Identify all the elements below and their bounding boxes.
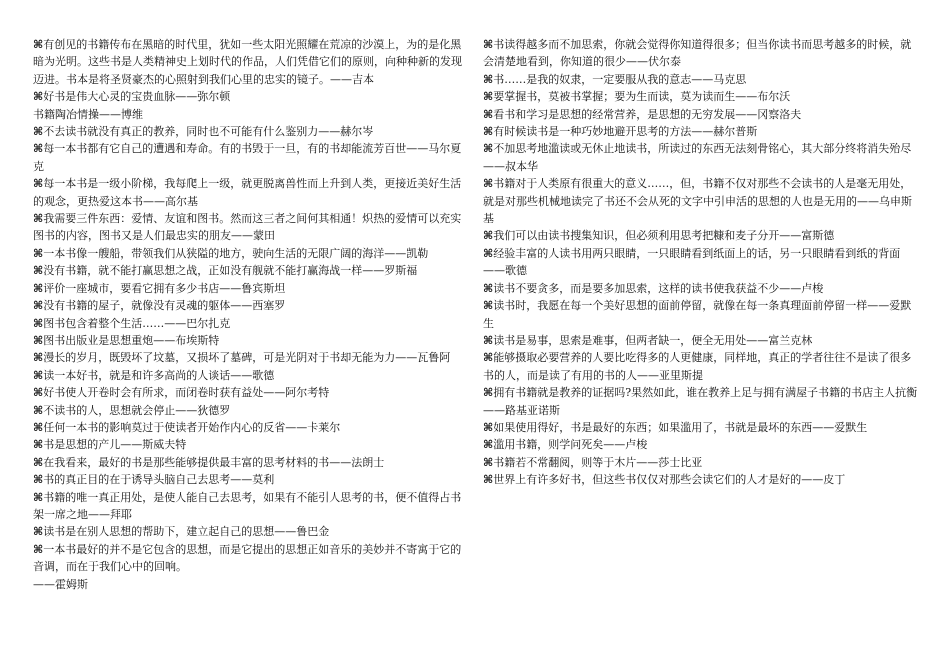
quote-text: 能够摄取必要营养的人要比吃得多的人更健康，同样地，真正的学者往往不是读了很多书的人，而是读了有用的书的人——亚里斯提 [483, 351, 912, 382]
command-key-icon: ⌘ [33, 403, 44, 417]
quote-text: 书……是我的奴隶，一定要服从我的意志——马克思 [493, 72, 747, 86]
quote-text: 不读书的人，思想就会停止——狄德罗 [43, 403, 231, 417]
quote-text: 我们可以由读书搜集知识，但必须利用思考把糠和麦子分开——富斯德 [493, 229, 835, 243]
quote-text: 任何一本书的影响莫过于使读者开始作内心的反省——卡莱尔 [43, 420, 341, 434]
quote-paragraph [33, 471, 465, 488]
quote-text: 有时候读书是一种巧妙地避开思考的方法——赫尔普斯 [493, 125, 758, 139]
quote-text: 书籍若不常翻阅，则等于木片——莎士比亚 [493, 455, 703, 469]
quote-text: 一本书像一艘船，带领我们从狭隘的地方，驶向生活的无限广阔的海洋——凯勒 [43, 246, 429, 260]
quote-paragraph [483, 297, 919, 332]
quote-paragraph [33, 106, 465, 123]
command-key-icon: ⌘ [33, 333, 44, 347]
command-key-icon: ⌘ [483, 281, 494, 295]
quote-text: 漫长的岁月，既毁坏了坟墓，又损坏了墓碑，可是光阴对于书却无能为力——瓦鲁阿 [43, 351, 451, 365]
command-key-icon: ⌘ [483, 351, 494, 365]
quote-paragraph [483, 106, 919, 123]
command-key-icon: ⌘ [483, 420, 494, 434]
command-key-icon: ⌘ [33, 473, 44, 487]
command-key-icon: ⌘ [33, 177, 44, 191]
quote-text: 书籍陶冶情操——博维 [33, 107, 143, 121]
quote-paragraph [33, 262, 465, 279]
quote-text: 书是思想的产儿——斯威夫特 [43, 438, 187, 452]
command-key-icon: ⌘ [33, 38, 44, 51]
quote-paragraph [33, 384, 465, 401]
command-key-icon: ⌘ [33, 438, 44, 452]
quote-text: 每一本书都有它自己的遭遇和寿命。有的书毁于一旦，有的书却能流芳百世——马尔夏克 [33, 142, 462, 173]
command-key-icon: ⌘ [33, 351, 44, 365]
command-key-icon: ⌘ [33, 90, 44, 104]
quote-text: 拥有书籍就是教养的证据吗?果然如此，谁在教养上足与拥有满屋子书籍的书店主人抗衡——路基亚诺斯 [483, 386, 918, 417]
quote-paragraph [483, 454, 919, 471]
command-key-icon: ⌘ [483, 438, 494, 452]
command-key-icon: ⌘ [33, 212, 44, 226]
quote-paragraph [33, 454, 465, 471]
quote-paragraph [33, 576, 465, 593]
quote-paragraph [33, 349, 465, 366]
command-key-icon: ⌘ [483, 142, 494, 156]
quote-paragraph [483, 175, 919, 227]
quote-text: ——霍姆斯 [33, 577, 88, 591]
quote-paragraph [483, 280, 919, 297]
quote-text: 书籍的唯一真正用处，是使人能自己去思考，如果有不能引人思考的书，便不值得占书架一席之地——拜耶 [33, 490, 462, 521]
quote-text: 不加思考地滥读或无休止地读书，所读过的东西无法刻骨铭心，其大部分终将消失殆尽——叔本华 [483, 142, 912, 173]
quote-text: 不去读书就没有真正的教养，同时也不可能有什么鉴别力——赫尔岑 [43, 125, 374, 139]
quote-text: 好书是伟大心灵的宝贵血脉——弥尔顿 [43, 90, 231, 104]
command-key-icon: ⌘ [483, 246, 494, 260]
command-key-icon: ⌘ [483, 107, 494, 121]
quote-paragraph [483, 245, 919, 280]
quote-paragraph [33, 315, 465, 332]
command-key-icon: ⌘ [483, 299, 494, 313]
quote-text: 要掌握书，莫被书掌握；要为生而读，莫为读而生——布尔沃 [493, 90, 791, 104]
quote-paragraph [483, 123, 919, 140]
quote-text: 评价一座城市，要看它拥有多少书店——鲁宾斯坦 [43, 281, 286, 295]
command-key-icon: ⌘ [33, 525, 44, 539]
command-key-icon: ⌘ [33, 490, 44, 504]
quote-text: 每一本书是一级小阶梯，我每爬上一级，就更脱离兽性而上升到人类，更接近美好生活的观念，更热爱这本书——高尔基 [33, 177, 462, 208]
quote-paragraph [33, 280, 465, 297]
right-column [483, 36, 919, 489]
quote-paragraph [483, 36, 919, 71]
quote-paragraph [483, 471, 919, 488]
quote-text: 有创见的书籍传布在黑暗的时代里，犹如一些太阳光照耀在荒凉的沙漠上，为的是化黑暗为光明。这些书是人类精神史上划时代的作品，人们凭借它们的原则，向种种新的发现迈进。书本是将圣贤豪杰的心照射到我们心里的忠实的镜子。——吉本 [33, 38, 462, 86]
quote-text: 经验丰富的人读书用两只眼睛，一只眼睛看到纸面上的话，另一只眼睛看到纸的背面——歌德 [483, 246, 901, 278]
command-key-icon: ⌘ [33, 386, 44, 400]
command-key-icon: ⌘ [33, 264, 44, 278]
quote-text: 看书和学习是思想的经常营养，是思想的无穷发展——冈察洛夫 [493, 107, 802, 121]
quote-paragraph [33, 489, 465, 524]
quote-paragraph [483, 140, 919, 175]
command-key-icon: ⌘ [33, 316, 44, 330]
quote-text: 没有书籍的屋子，就像没有灵魂的躯体——西塞罗 [43, 299, 286, 313]
quote-text: 没有书籍，就不能打赢思想之战，正如没有舰就不能打赢海战一样——罗斯福 [43, 264, 418, 278]
quote-text: 在我看来，最好的书是那些能够提供最丰富的思考材料的书——法朗士 [43, 455, 385, 469]
command-key-icon: ⌘ [483, 229, 494, 243]
quote-text: 读一本好书，就是和许多高尚的人谈话——歌德 [43, 368, 275, 382]
quote-text: 读书是在别人思想的帮助下，建立起自己的思想——鲁巴金 [43, 525, 330, 539]
quote-paragraph [33, 245, 465, 262]
quote-paragraph [33, 523, 465, 540]
command-key-icon: ⌘ [33, 246, 44, 260]
command-key-icon: ⌘ [33, 299, 44, 313]
quote-paragraph [33, 175, 465, 210]
command-key-icon: ⌘ [483, 72, 494, 86]
quote-text: 滥用书籍，则学问死矣——卢梭 [493, 438, 648, 452]
quote-paragraph [33, 88, 465, 105]
quote-text: 读书不要贪多，而是要多加思索，这样的读书使我获益不少——卢梭 [493, 281, 824, 295]
quote-paragraph [483, 419, 919, 436]
quote-text: 书的真正目的在于诱导头脑自己去思考——莫利 [43, 473, 275, 487]
quote-paragraph [33, 332, 465, 349]
quote-paragraph [483, 384, 919, 419]
quote-paragraph [33, 419, 465, 436]
quote-paragraph [33, 367, 465, 384]
command-key-icon: ⌘ [33, 542, 44, 556]
command-key-icon: ⌘ [33, 368, 44, 382]
command-key-icon: ⌘ [483, 125, 494, 139]
quote-paragraph [33, 140, 465, 175]
quote-text: 世界上有许多好书，但这些书仅仅对那些会读它们的人才是好的——皮丁 [493, 473, 846, 487]
quote-paragraph [483, 227, 919, 244]
quote-text: 图书包含着整个生活……——巴尔扎克 [43, 316, 231, 330]
quote-text: 一本书最好的并不是它包含的思想，而是它提出的思想正如音乐的美妙并不寄寓于它的音调，而在于我们心中的回响。 [33, 542, 462, 574]
quote-text: 好书使人开卷时会有所求，而闭卷时获有益处——阿尔考特 [43, 386, 330, 400]
quote-text: 我需要三件东西：爱情、友谊和图书。然而这三者之间何其相通！炽热的爱情可以充实图书的内容，图书又是人们最忠实的朋友——蒙田 [33, 212, 462, 243]
quote-text: 书读得越多而不加思索，你就会觉得你知道得很多；但当你读书而思考越多的时候，就会清楚地看到，你知道的很少——伏尔泰 [483, 38, 912, 69]
quote-text: 书籍对于人类原有很重大的意义……，但，书籍不仅对那些不会读书的人是毫无用处，就是对那些机械地读完了书还不会从死的文字中引申活的思想的人也是无用的——乌申斯基 [483, 177, 912, 226]
quote-paragraph [33, 541, 465, 576]
command-key-icon: ⌘ [483, 38, 494, 51]
quote-paragraph [33, 36, 465, 88]
quote-paragraph [33, 297, 465, 314]
quote-text: 图书出版业是思想重炮——布埃斯特 [43, 333, 220, 347]
quote-text: 如果使用得好，书是最好的东西；如果滥用了，书就是最坏的东西——爱默生 [493, 420, 868, 434]
quote-paragraph [483, 436, 919, 453]
quote-paragraph [33, 402, 465, 419]
command-key-icon: ⌘ [483, 333, 494, 347]
quote-paragraph [483, 71, 919, 88]
command-key-icon: ⌘ [33, 125, 44, 139]
command-key-icon: ⌘ [483, 473, 494, 487]
command-key-icon: ⌘ [483, 455, 494, 469]
quote-paragraph [483, 349, 919, 384]
quote-paragraph [33, 123, 465, 140]
quote-paragraph [33, 210, 465, 245]
command-key-icon: ⌘ [33, 455, 44, 469]
command-key-icon: ⌘ [483, 386, 494, 400]
quote-paragraph [483, 332, 919, 349]
command-key-icon: ⌘ [483, 177, 494, 191]
quote-text: 读书时，我愿在每一个美好思想的面前停留，就像在每一条真理面前停留一样——爱默生 [483, 299, 912, 330]
left-column [33, 36, 465, 593]
command-key-icon: ⌘ [33, 281, 44, 295]
quote-text: 读书是易事，思索是难事，但两者缺一，便全无用处——富兰克林 [493, 333, 813, 347]
quote-paragraph [33, 436, 465, 453]
quote-paragraph [483, 88, 919, 105]
command-key-icon: ⌘ [483, 90, 494, 104]
command-key-icon: ⌘ [33, 142, 44, 156]
command-key-icon: ⌘ [33, 420, 44, 434]
